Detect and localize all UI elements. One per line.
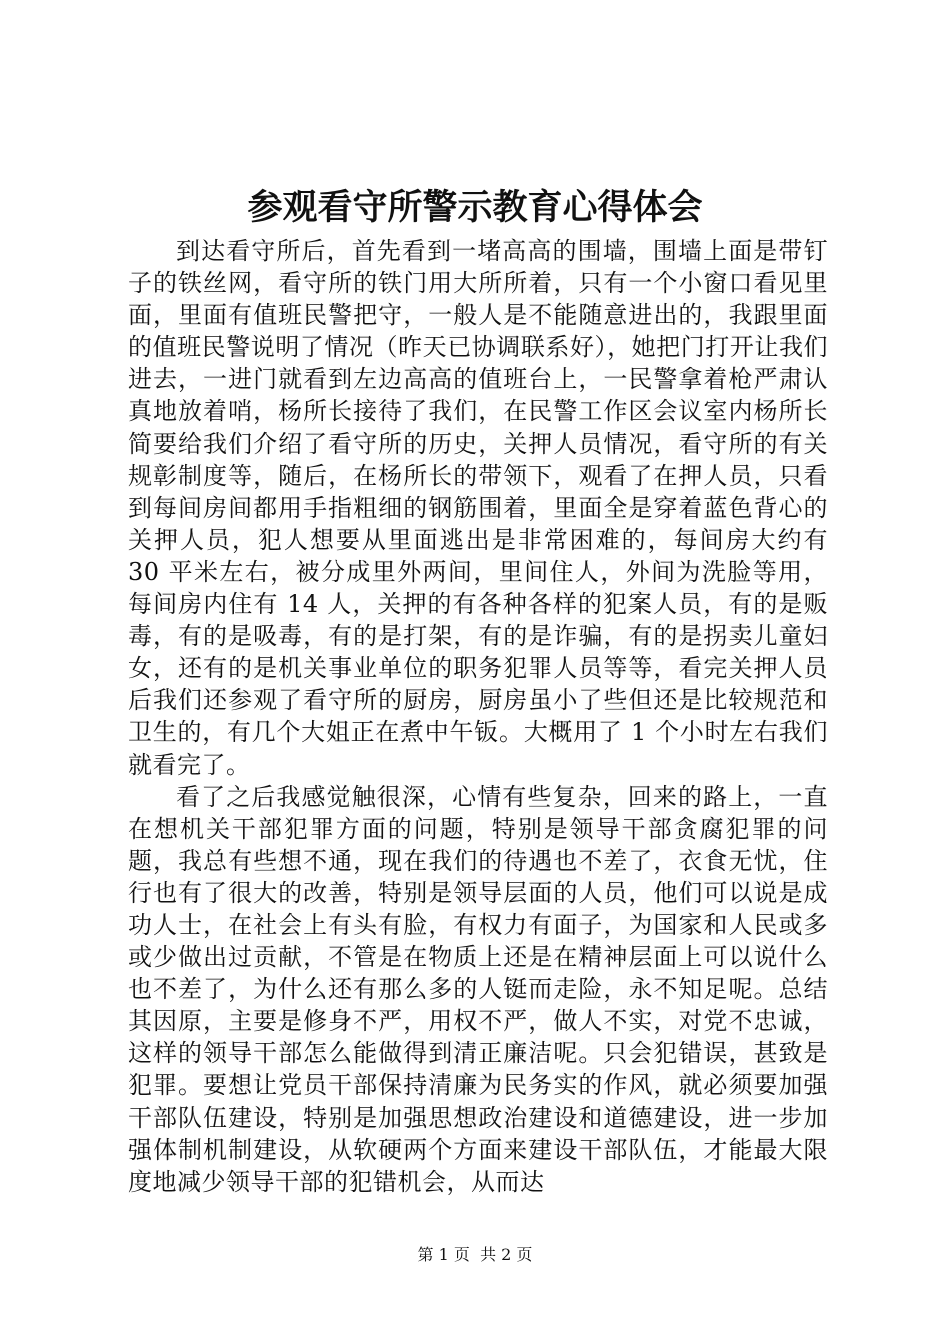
body-paragraph-1: 到达看守所后，首先看到一堵高高的围墙，围墙上面是带钉子的铁丝网，看守所的铁门用大所所着，只有一个小窗口看见里面，里面有值班民警把守，一般人是不能随意进出的，我跟里面的值班民警说明了情况（昨天已协调联系好），她把门打开让我们进去，一进门就看到左边高高的值班台上，一民警拿着枪严肃认真地放着哨，杨所长接待了我们，在民警工作区会议室内杨所长简要给我们介绍了看守所的历史，关押人员情况，看守所的有关规彰制度等，随后，在杨所长的带领下，观看了在押人员，只看到每间房间都用手指粗细的钢筋围着，里面全是穿着蓝色背心的关押人员，犯人想要从里面逃出是非常困难的，每间房大约有 30 平米左右，被分成里外两间，里间住人，外间为洗脸等用，每间房内住有 14 人，关押的有各种各样的犯案人员，有的是贩毒，有的是吸毒，有的是打架，有的是诈骗，有的是拐卖儿童妇女，还有的是机关事业单位的职务犯罪人员等等，看完关押人员后我们还参观了看守所的厨房，厨房虽小了些但还是比较规范和卫生的，有几个大姐正在煮中午钣。大概用了 1 个小时左右我们就看完了。 xyxy=(128,237,828,779)
document-title: 参观看守所警示教育心得体会 xyxy=(247,188,703,228)
page-footer: 第 1 页 共 2 页 xyxy=(417,1245,533,1264)
body-paragraph-2: 看了之后我感觉触很深，心情有些复杂，回来的路上，一直在想机关干部犯罪方面的问题，特别是领导干部贪腐犯罪的问题，我总有些想不通，现在我们的待遇也不差了，衣食无忧，住行也有了很大的改善，特别是领导层面的人员，他们可以说是成功人士，在社会上有头有脸，有权力有面子，为国家和人民或多或少做出过贡献，不管是在物质上还是在精神层面上可以说什么也不差了，为什么还有那么多的人铤而走险，永不知足呢。总结其因原，主要是修身不严，用权不严，做人不实，对党不忠诚，这样的领导干部怎么能做得到清正廉洁呢。只会犯错误，甚致是犯罪。要想让党员干部保持清廉为民务实的作风，就必须要加强干部队伍建设，特别是加强思想政治建设和道德建设，进一步加强体制机制建设，从软硬两个方面来建设干部队伍，才能最大限度地减少领导干部的犯错机会，从而达 xyxy=(128,782,828,1196)
document-body xyxy=(128,235,828,1198)
